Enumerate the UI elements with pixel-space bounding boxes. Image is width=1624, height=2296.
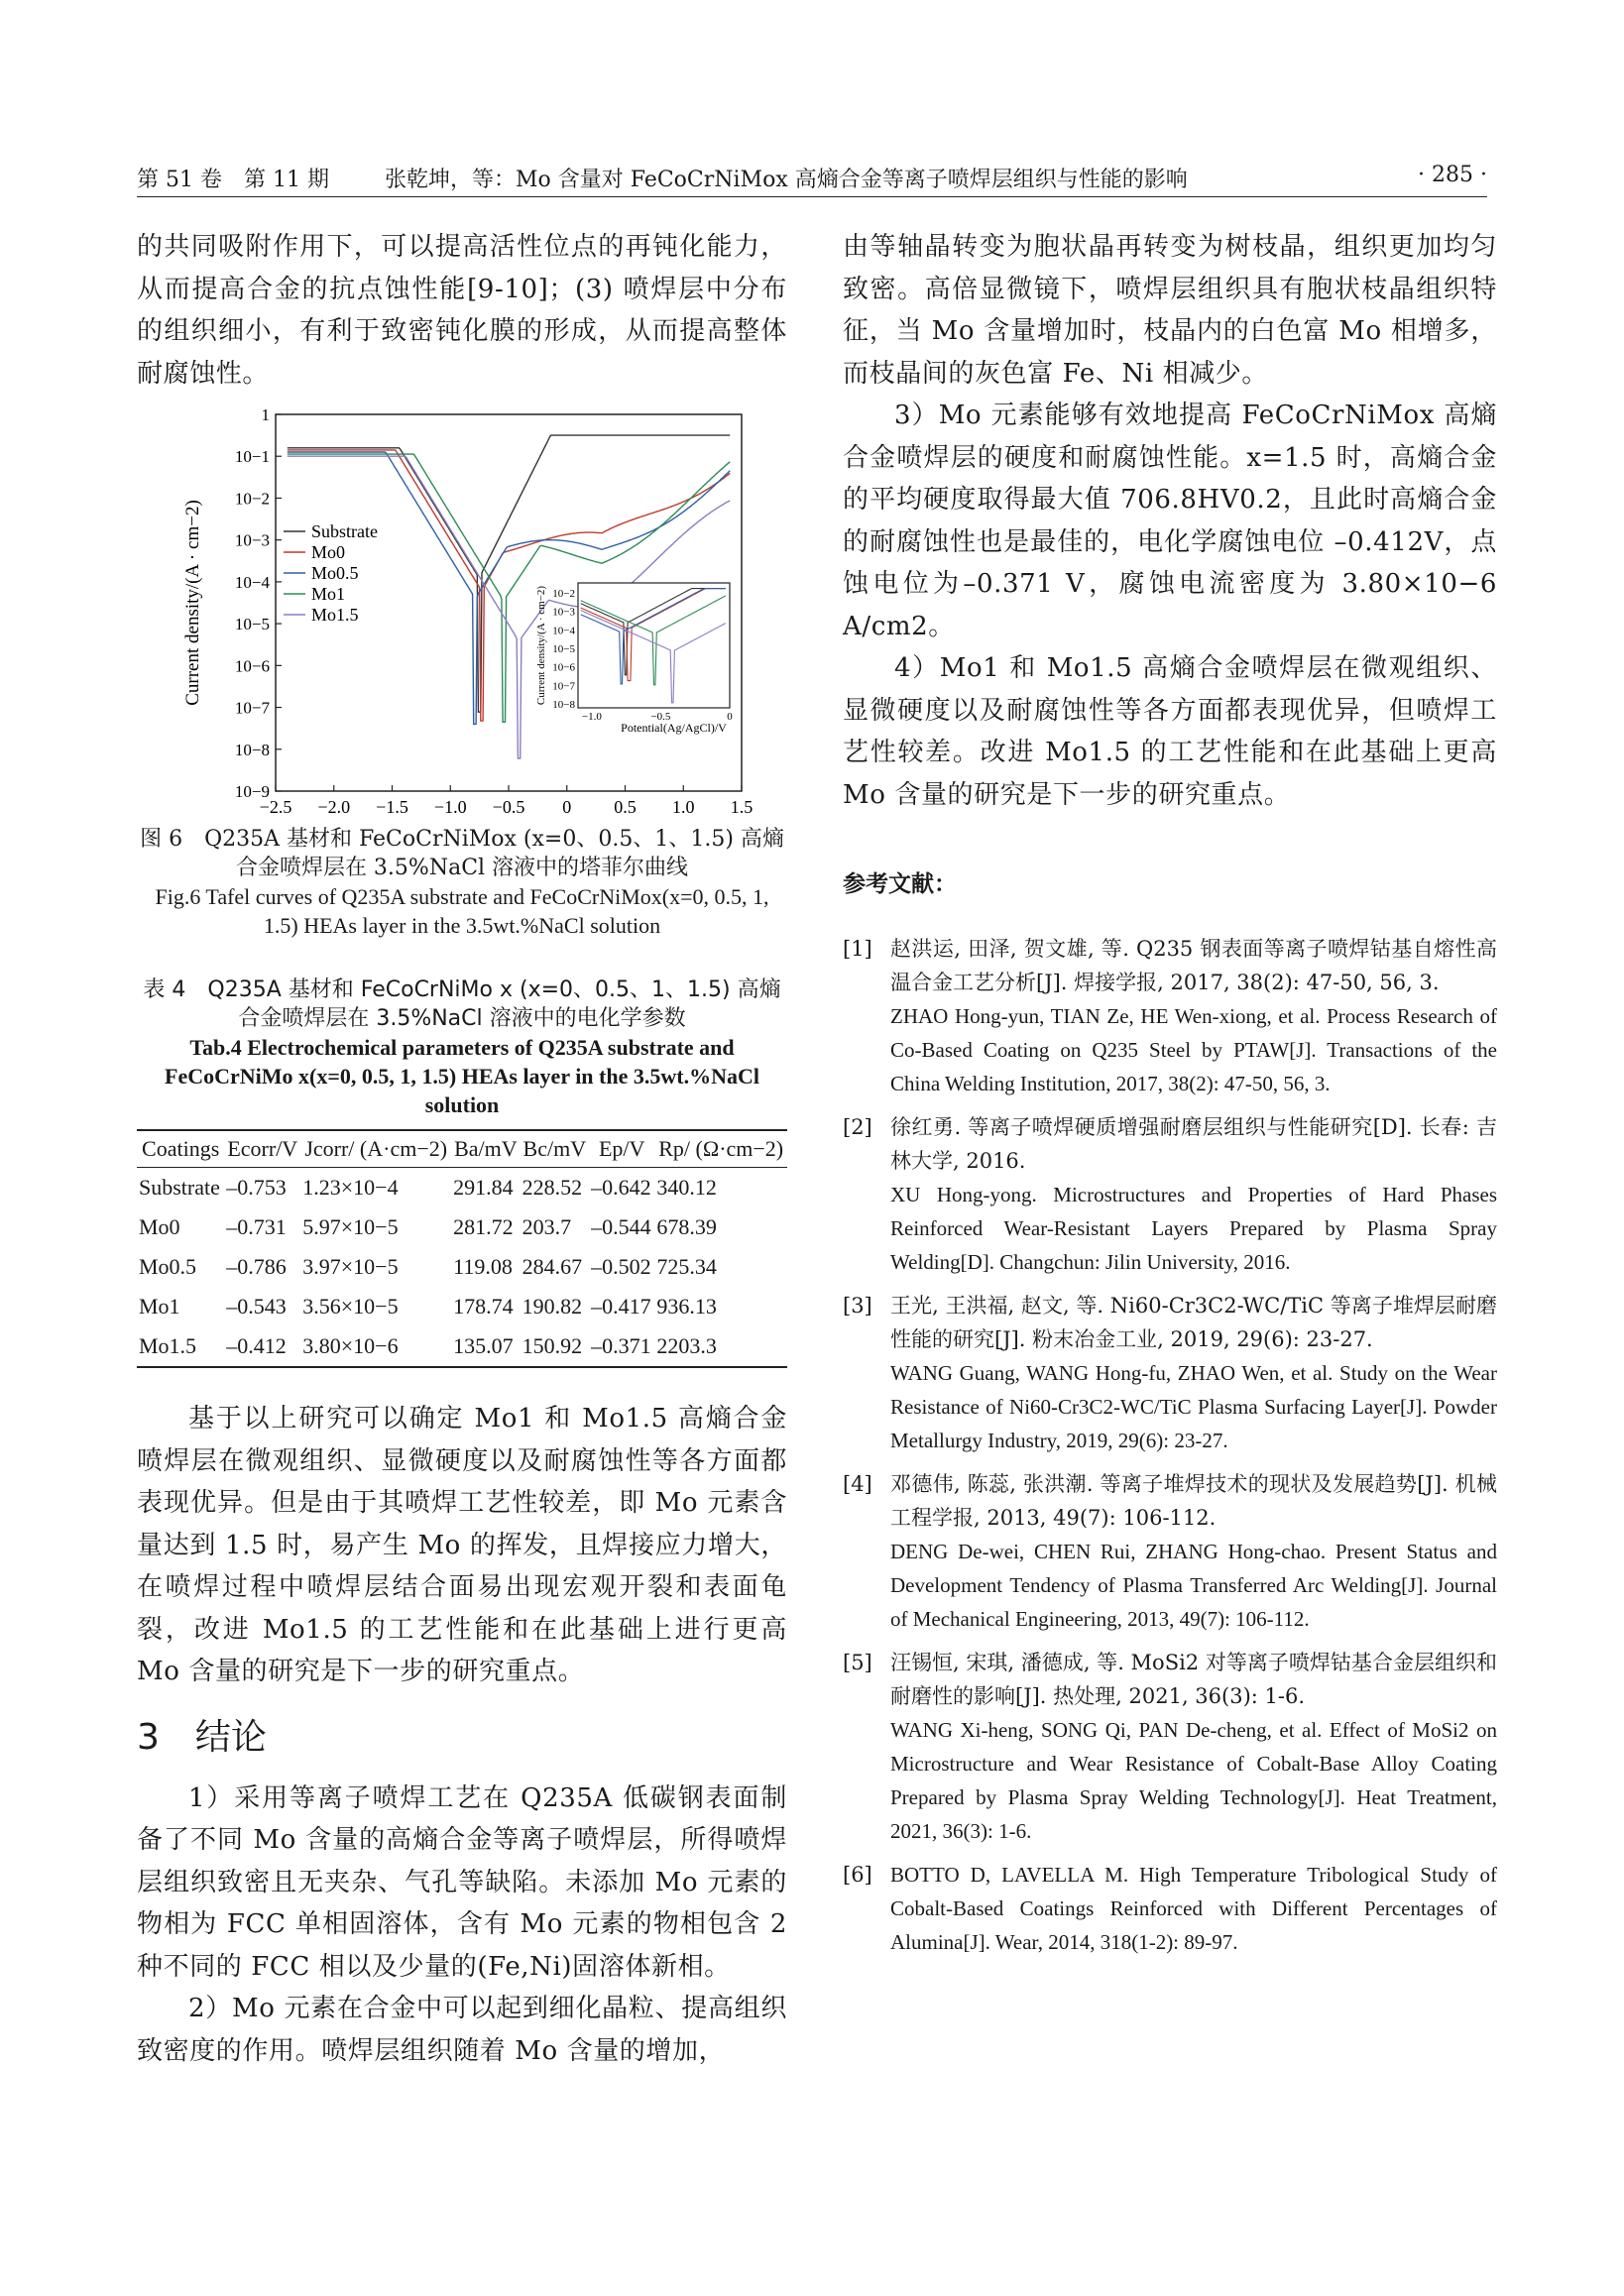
figure-caption-cn: 图 6 Q235A 基材和 FeCoCrNiMox (x=0、0.5、1、1.5) 高熵合金喷焊层在 3.5%NaCl 溶液中的塔菲尔曲线 bbox=[140, 827, 784, 880]
x-tick-label: −1.5 bbox=[376, 797, 408, 817]
reference-number: [5] bbox=[843, 1651, 872, 1674]
table-cell: 1.23×10−4 bbox=[302, 1175, 399, 1200]
table-header-cell: Ba/mV bbox=[451, 1130, 520, 1168]
table-cell: 228.52 bbox=[522, 1175, 583, 1200]
discussion-paragraph: 基于以上研究可以确定 Mo1 和 Mo1.5 高熵合金喷焊层在微观组织、显微硬度以及耐腐蚀性等各方面都表现优异。但是由于其喷焊工艺性较差，即 Mo 元素含量达到 1.5 时，易产生 Mo 的挥发，且焊接应力增大，在喷焊过程中喷焊层结合面易出现宏观开裂和表面龟裂，改进 Mo1.5 的工艺性能和在此基础上进行更高 Mo 含量的研究是下一步的研究重点。 bbox=[137, 1404, 787, 1686]
table-cell: 150.92 bbox=[521, 1326, 589, 1367]
legend-label: Mo1 bbox=[311, 584, 346, 604]
table-cell: 178.74 bbox=[453, 1294, 514, 1319]
table-cell: 340.12 bbox=[656, 1175, 717, 1200]
inset-y-tick-label: 10−4 bbox=[552, 625, 575, 637]
y-tick-label: 10−3 bbox=[234, 530, 270, 550]
table-cell: –0.642 bbox=[591, 1175, 651, 1200]
x-tick-label: 1.5 bbox=[730, 797, 754, 817]
reference-item bbox=[843, 1289, 1497, 1457]
table-row bbox=[137, 1207, 787, 1247]
x-axis-label bbox=[381, 818, 557, 819]
x-tick-label: −1.0 bbox=[433, 797, 467, 817]
electrochemical-table bbox=[137, 1129, 787, 1368]
reference-text bbox=[890, 1858, 1497, 1959]
inset-x-tick-label: 0 bbox=[727, 711, 733, 723]
table-cell: 284.67 bbox=[522, 1254, 583, 1279]
inset-x-tick-label: −0.5 bbox=[650, 711, 671, 723]
reference-cn: 王光, 王洪福, 赵文, 等. Ni60-Cr3C2-WC/TiC 等离子堆焊层耐磨性能的研究[J]. 粉末冶金工业, 2019, 29(6): 23-27. bbox=[890, 1294, 1497, 1351]
inset-x-tick-label: −1.0 bbox=[581, 711, 602, 723]
table-cell: Mo0 bbox=[139, 1214, 180, 1239]
reference-number: [3] bbox=[843, 1294, 872, 1318]
article-title-header: 张乾坤，等：Mo 含量对 FeCoCrNiMox 高熵合金等离子喷焊层组织与性能的影响 bbox=[385, 168, 1188, 192]
y-tick-label: 10−5 bbox=[234, 615, 270, 634]
conclusion-2-continued: 由等轴晶转变为胞状晶再转变为树枝晶，组织更加均匀致密。高倍显微镜下，喷焊层组织具有胞状枝晶组织特征，当 Mo 含量增加时，枝晶内的白色富 Mo 相增多，而枝晶间的灰色富 Fe、Ni 相减少。 bbox=[843, 232, 1497, 389]
table-cell: 119.08 bbox=[453, 1254, 513, 1279]
reference-number: [2] bbox=[843, 1115, 872, 1139]
legend-label: Substrate bbox=[311, 521, 378, 541]
x-tick-label: −0.5 bbox=[492, 797, 525, 817]
table-cell: Mo1 bbox=[139, 1294, 180, 1319]
conclusion-2: 2）Mo 元素在合金中可以起到细化晶粒、提高组织致密度的作用。喷焊层组织随着 Mo 含量的增加， bbox=[137, 1994, 787, 2066]
running-header bbox=[137, 157, 1487, 197]
table-cell: 3.97×10−5 bbox=[302, 1254, 399, 1279]
references-heading: 参考文献： bbox=[843, 871, 957, 897]
reference-item bbox=[843, 1110, 1497, 1279]
table-cell: Substrate bbox=[139, 1175, 220, 1200]
table-cell: –0.786 bbox=[226, 1254, 287, 1279]
table-cell: –0.412 bbox=[224, 1326, 300, 1367]
table-row bbox=[137, 1326, 787, 1367]
reference-cn: 汪锡恒, 宋琪, 潘德成, 等. MoSi2 对等离子喷焊钴基合金层组织和耐磨性的影响[J]. 热处理, 2021, 36(3): 1-6. bbox=[890, 1651, 1497, 1708]
table-cell: –0.753 bbox=[226, 1175, 287, 1200]
reference-text bbox=[890, 1467, 1497, 1636]
y-tick-label: 10−4 bbox=[234, 572, 270, 592]
figure-caption-en: Fig.6 Tafel curves of Q235A substrate and FeCoCrNiMox(x=0, 0.5, 1, 1.5) HEAs layer in the 3.5wt.%NaCl solution bbox=[155, 884, 769, 938]
reference-cn: 赵洪运, 田泽, 贺文雄, 等. Q235 钢表面等离子喷焊钴基自熔性高温合金工艺分析[J]. 焊接学报, 2017, 38(2): 47-50, 56, 3. bbox=[890, 937, 1497, 994]
x-tick-label: 1.0 bbox=[672, 797, 695, 817]
table-row bbox=[137, 1287, 787, 1326]
table-cell: Mo1.5 bbox=[137, 1326, 224, 1367]
tafel-chart bbox=[137, 402, 787, 819]
table-cell: 203.7 bbox=[522, 1214, 572, 1239]
table-cell: 725.34 bbox=[656, 1254, 717, 1279]
table-header-row bbox=[137, 1130, 787, 1168]
reference-number: [4] bbox=[843, 1472, 872, 1496]
reference-item bbox=[843, 932, 1497, 1100]
table-cell: 3.80×10−6 bbox=[300, 1326, 451, 1367]
section-heading-conclusion: 3 结论 bbox=[137, 1716, 267, 1758]
y-tick-label: 10−6 bbox=[234, 656, 270, 676]
table-cell: –0.543 bbox=[226, 1294, 287, 1319]
table-body bbox=[137, 1168, 787, 1368]
y-tick-label: 10−2 bbox=[234, 489, 270, 509]
table-cell: 135.07 bbox=[451, 1326, 520, 1367]
table-cell: 5.97×10−5 bbox=[302, 1214, 399, 1239]
reference-en: ZHAO Hong-yun, TIAN Ze, HE Wen-xiong, et al. Process Research of Co-Based Coating on Q235 Steel by PTAW[J]. Transactions of the China Welding Institution, 2017, 38(2): 47-50, 56, 3. bbox=[890, 1004, 1497, 1095]
y-tick-label: 10−8 bbox=[234, 740, 270, 759]
y-tick-label: 10−1 bbox=[234, 447, 270, 467]
inset-y-tick-label: 10−3 bbox=[552, 606, 575, 619]
table-cell: –0.502 bbox=[591, 1254, 651, 1279]
reference-cn: 邓德伟, 陈蕊, 张洪潮. 等离子堆焊技术的现状及发展趋势[J]. 机械工程学报, 2013, 49(7): 106-112. bbox=[890, 1472, 1497, 1530]
y-tick-label: 1 bbox=[261, 405, 270, 424]
reference-en: BOTTO D, LAVELLA M. High Temperature Tribological Study of Cobalt-Based Coatings Reinforced with Different Percentages of Alumina[J]. Wear, 2014, 318(1-2): 89-97. bbox=[890, 1863, 1497, 1954]
table-cell: 190.82 bbox=[522, 1294, 583, 1319]
inset-y-tick-label: 10−6 bbox=[552, 661, 575, 674]
table-cell: –0.371 bbox=[589, 1326, 654, 1367]
table-header-cell: Jcorr/ (A·cm−2) bbox=[300, 1130, 451, 1168]
figure-6 bbox=[137, 402, 787, 819]
reference-en: WANG Guang, WANG Hong-fu, ZHAO Wen, et al. Study on the Wear Resistance of Ni60-Cr3C2-WC/TiC Plasma Surfacing Layer[J]. Powder Metallurgy Industry, 2019, 29(6): 23-27. bbox=[890, 1361, 1497, 1452]
table-header-cell: Ep/V bbox=[589, 1130, 654, 1168]
left-column bbox=[137, 226, 787, 2072]
reference-text bbox=[890, 1110, 1497, 1279]
inset-y-tick-label: 10−2 bbox=[552, 588, 575, 600]
inset-y-label: Current density/(A · cm−2) bbox=[535, 585, 547, 706]
table-header-cell: Coatings bbox=[137, 1130, 224, 1168]
reference-list bbox=[843, 932, 1497, 1959]
reference-item bbox=[843, 1467, 1497, 1636]
reference-text bbox=[890, 932, 1497, 1100]
y-tick-label: 10−7 bbox=[234, 698, 270, 718]
table-header-cell: Bc/mV bbox=[521, 1130, 589, 1168]
reference-item bbox=[843, 1858, 1497, 1959]
table-cell: 936.13 bbox=[656, 1294, 717, 1319]
x-tick-label: 0 bbox=[562, 797, 572, 817]
conclusion-1: 1）采用等离子喷焊工艺在 Q235A 低碳钢表面制备了不同 Mo 含量的高熵合金等离子喷焊层，所得喷焊层组织致密且无夹杂、气孔等缺陷。未添加 Mo 元素的物相为 FCC 单相固溶体，含有 Mo 元素的物相包含 2 种不同的 FCC 相以及少量的(Fe,Ni)固溶体新相。 bbox=[137, 1782, 787, 1982]
inset-frame bbox=[578, 583, 730, 708]
right-column bbox=[843, 226, 1497, 1969]
conclusion-4: 4）Mo1 和 Mo1.5 高熵合金喷焊层在微观组织、显微硬度以及耐腐蚀性等各方面都表现优异，但喷焊工艺性较差。改进 Mo1.5 的工艺性能和在此基础上更高 Mo 含量的研究是下一步的研究重点。 bbox=[843, 653, 1497, 810]
table-cell: 2203.3 bbox=[654, 1326, 787, 1367]
table-cell: 678.39 bbox=[656, 1214, 717, 1239]
table-cell: –0.544 bbox=[591, 1214, 651, 1239]
table-cell: 3.56×10−5 bbox=[302, 1294, 399, 1319]
reference-item bbox=[843, 1646, 1497, 1848]
table-cell: –0.731 bbox=[226, 1214, 287, 1239]
reference-en: DENG De-wei, CHEN Rui, ZHANG Hong-chao. Present Status and Development Tendency of Plasma Transferred Arc Welding[J]. Journal of Mechanical Engineering, 2013, 49(7): 106-112. bbox=[890, 1540, 1497, 1631]
table-row bbox=[137, 1168, 787, 1208]
reference-number: [6] bbox=[843, 1863, 872, 1887]
x-tick-label: −2.0 bbox=[317, 797, 351, 817]
x-tick-label: 0.5 bbox=[614, 797, 637, 817]
legend-label: Mo0.5 bbox=[311, 563, 359, 583]
reference-number: [1] bbox=[843, 937, 872, 961]
inset-y-tick-label: 10−8 bbox=[552, 699, 575, 711]
table-header-cell: Ecorr/V bbox=[224, 1130, 300, 1168]
table-cell: 281.72 bbox=[453, 1214, 514, 1239]
intro-paragraph: 的共同吸附作用下，可以提高活性位点的再钝化能力，从而提高合金的抗点蚀性能[9-10]；(3) 喷焊层中分布的组织细小，有利于致密钝化膜的形成，从而提高整体耐腐蚀性。 bbox=[137, 232, 787, 389]
conclusion-3: 3）Mo 元素能够有效地提高 FeCoCrNiMox 高熵合金喷焊层的硬度和耐腐蚀性能。x=1.5 时，高熵合金的平均硬度取得最大值 706.8HV0.2，且此时高熵合金的耐腐蚀性也是最佳的，电化学腐蚀电位 –0.412V，点蚀电位为–0.371 V，腐蚀电流密度为 3.80×10−6 A/cm2。 bbox=[843, 401, 1497, 641]
x-tick-label: −2.5 bbox=[259, 797, 292, 817]
reference-en: WANG Xi-heng, SONG Qi, PAN De-cheng, et al. Effect of MoSi2 on Microstructure and Wear Resistance of Cobalt-Base Alloy Coating Prepared by Plasma Spray Welding Technology[J]. Heat Treatment, 2021, 36(3): 1-6. bbox=[890, 1718, 1497, 1843]
table-caption-cn: 表 4 Q235A 基材和 FeCoCrNiMo x (x=0、0.5、1、1.5) 高熵合金喷焊层在 3.5%NaCl 溶液中的电化学参数 bbox=[143, 977, 781, 1031]
inset-y-tick-label: 10−5 bbox=[552, 643, 575, 655]
reference-text bbox=[890, 1646, 1497, 1848]
reference-text bbox=[890, 1289, 1497, 1457]
reference-cn: 徐红勇. 等离子喷焊硬质增强耐磨层组织与性能研究[D]. 长春: 吉林大学, 2016. bbox=[890, 1115, 1497, 1173]
table-cell: 291.84 bbox=[453, 1175, 514, 1200]
inset-x-label: Potential(Ag/AgCl)/V bbox=[621, 721, 727, 735]
table-caption-en: Tab.4 Electrochemical parameters of Q235A substrate and FeCoCrNiMo x(x=0, 0.5, 1, 1.5) HEAs layer in the 3.5wt.%NaCl solution bbox=[165, 1035, 759, 1117]
inset-y-tick-label: 10−7 bbox=[552, 680, 575, 693]
table-cell: Mo0.5 bbox=[139, 1254, 197, 1279]
legend-label: Mo0 bbox=[311, 542, 346, 562]
y-axis-label: Current density/(A · cm−2) bbox=[182, 500, 203, 706]
page-number: · 285 · bbox=[1418, 163, 1487, 187]
reference-en: XU Hong-yong. Microstructures and Properties of Hard Phases Reinforced Wear-Resistant Layers Prepared by Plasma Spray Welding[D]. Changchun: Jilin University, 2016. bbox=[890, 1183, 1497, 1274]
table-cell: –0.417 bbox=[591, 1294, 651, 1319]
legend-label: Mo1.5 bbox=[311, 605, 359, 625]
table-header-cell: Rp/ (Ω·cm−2) bbox=[654, 1130, 787, 1168]
table-row bbox=[137, 1247, 787, 1287]
y-tick-label: 10−9 bbox=[234, 782, 270, 801]
journal-issue: 第 51 卷 第 11 期 bbox=[137, 168, 329, 192]
